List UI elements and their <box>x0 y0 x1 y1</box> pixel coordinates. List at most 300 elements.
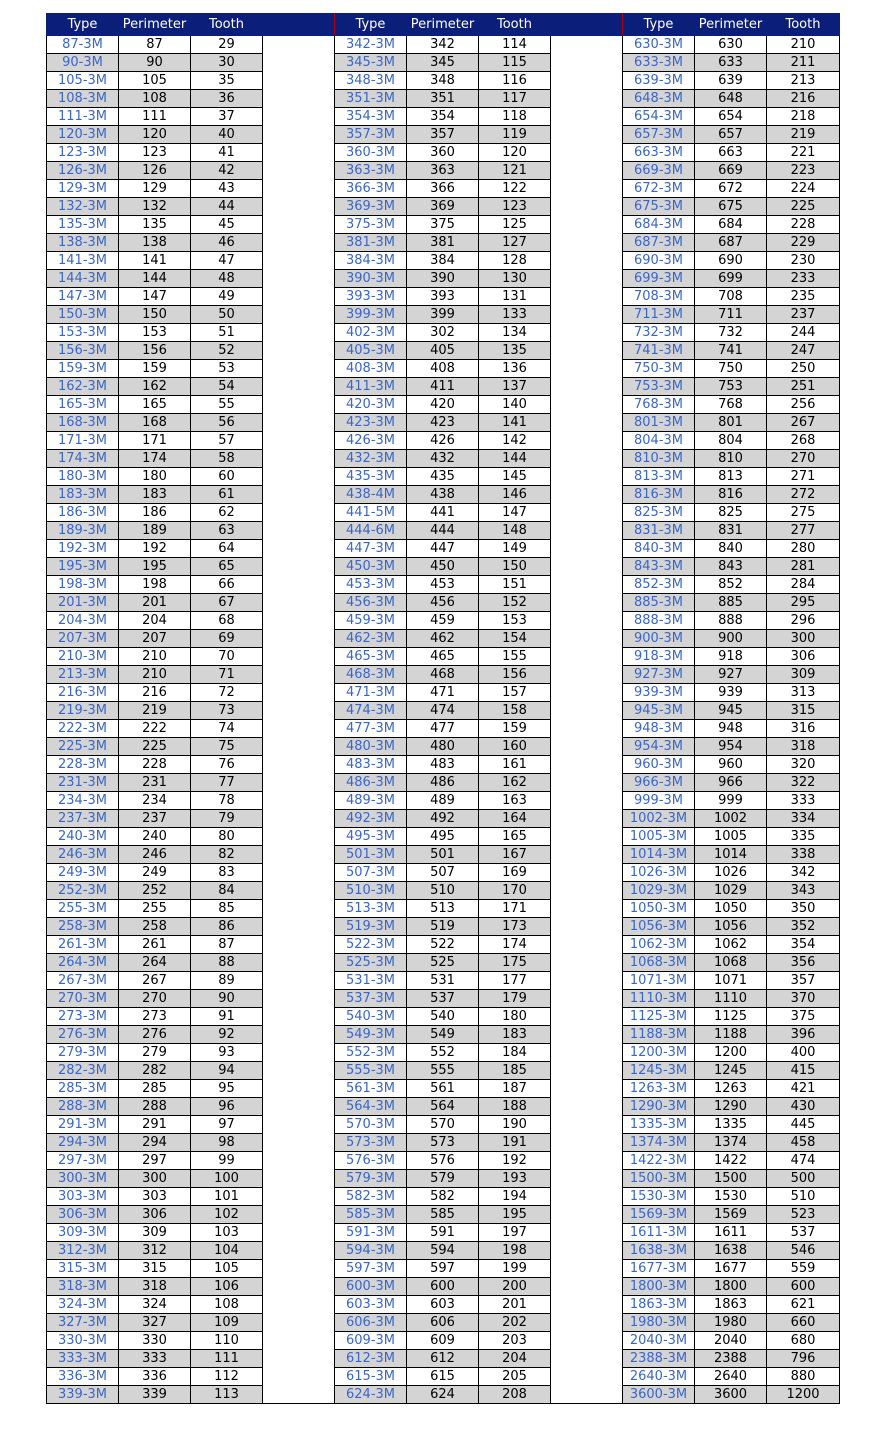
type-cell: 141-3M <box>47 252 119 270</box>
type-cell: 453-3M <box>335 576 407 594</box>
perimeter-cell: 564 <box>407 1098 479 1116</box>
tooth-cell: 233 <box>767 270 840 288</box>
perimeter-cell: 318 <box>119 1278 191 1296</box>
perimeter-cell: 411 <box>407 378 479 396</box>
type-cell: 483-3M <box>335 756 407 774</box>
tooth-cell: 621 <box>767 1296 840 1314</box>
tooth-cell: 98 <box>191 1134 263 1152</box>
tooth-cell: 115 <box>479 54 551 72</box>
column-spacer <box>263 1242 335 1260</box>
tooth-cell: 237 <box>767 306 840 324</box>
type-cell: 768-3M <box>623 396 695 414</box>
column-spacer <box>551 684 623 702</box>
perimeter-cell: 1863 <box>695 1296 767 1314</box>
tooth-cell: 65 <box>191 558 263 576</box>
perimeter-cell: 468 <box>407 666 479 684</box>
column-spacer <box>263 954 335 972</box>
type-cell: 672-3M <box>623 180 695 198</box>
type-cell: 624-3M <box>335 1386 407 1404</box>
tooth-cell: 203 <box>479 1332 551 1350</box>
perimeter-cell: 336 <box>119 1368 191 1386</box>
perimeter-cell: 1026 <box>695 864 767 882</box>
type-cell: 2640-3M <box>623 1368 695 1386</box>
tooth-cell: 83 <box>191 864 263 882</box>
tooth-cell: 218 <box>767 108 840 126</box>
tooth-cell: 510 <box>767 1188 840 1206</box>
tooth-cell: 156 <box>479 666 551 684</box>
type-cell: 939-3M <box>623 684 695 702</box>
perimeter-cell: 393 <box>407 288 479 306</box>
type-cell: 447-3M <box>335 540 407 558</box>
column-spacer <box>551 846 623 864</box>
column-spacer <box>263 882 335 900</box>
column-spacer <box>263 1080 335 1098</box>
column-spacer <box>263 864 335 882</box>
column-spacer <box>551 612 623 630</box>
perimeter-cell: 267 <box>119 972 191 990</box>
type-cell: 159-3M <box>47 360 119 378</box>
column-spacer <box>551 450 623 468</box>
tooth-cell: 175 <box>479 954 551 972</box>
type-cell: 1677-3M <box>623 1260 695 1278</box>
type-cell: 264-3M <box>47 954 119 972</box>
column-spacer <box>263 540 335 558</box>
table-row <box>47 666 840 684</box>
tooth-cell: 430 <box>767 1098 840 1116</box>
perimeter-cell: 900 <box>695 630 767 648</box>
table-row <box>47 450 840 468</box>
column-spacer <box>263 234 335 252</box>
column-spacer <box>551 1116 623 1134</box>
table-row <box>47 72 840 90</box>
tooth-cell: 225 <box>767 198 840 216</box>
tooth-cell: 281 <box>767 558 840 576</box>
type-cell: 318-3M <box>47 1278 119 1296</box>
perimeter-cell: 231 <box>119 774 191 792</box>
type-cell: 189-3M <box>47 522 119 540</box>
column-spacer <box>551 882 623 900</box>
table-row <box>47 396 840 414</box>
column-spacer <box>263 414 335 432</box>
perimeter-cell: 852 <box>695 576 767 594</box>
perimeter-cell: 255 <box>119 900 191 918</box>
table-row <box>47 630 840 648</box>
tooth-cell: 309 <box>767 666 840 684</box>
perimeter-cell: 1569 <box>695 1206 767 1224</box>
column-spacer <box>263 846 335 864</box>
perimeter-cell: 348 <box>407 72 479 90</box>
tooth-cell: 202 <box>479 1314 551 1332</box>
perimeter-cell: 501 <box>407 846 479 864</box>
type-cell: 357-3M <box>335 126 407 144</box>
type-cell: 225-3M <box>47 738 119 756</box>
tooth-cell: 335 <box>767 828 840 846</box>
type-cell: 375-3M <box>335 216 407 234</box>
perimeter-cell: 126 <box>119 162 191 180</box>
type-cell: 603-3M <box>335 1296 407 1314</box>
column-spacer <box>263 918 335 936</box>
type-cell: 426-3M <box>335 432 407 450</box>
tooth-cell: 150 <box>479 558 551 576</box>
column-spacer <box>263 1296 335 1314</box>
column-spacer <box>551 126 623 144</box>
column-spacer <box>551 792 623 810</box>
type-cell: 471-3M <box>335 684 407 702</box>
perimeter-cell: 513 <box>407 900 479 918</box>
perimeter-cell: 954 <box>695 738 767 756</box>
tooth-cell: 169 <box>479 864 551 882</box>
type-cell: 852-3M <box>623 576 695 594</box>
type-cell: 342-3M <box>335 36 407 54</box>
column-spacer <box>551 288 623 306</box>
perimeter-cell: 495 <box>407 828 479 846</box>
table-row <box>47 1242 840 1260</box>
column-spacer <box>551 720 623 738</box>
tooth-cell: 174 <box>479 936 551 954</box>
tooth-cell: 99 <box>191 1152 263 1170</box>
tooth-cell: 119 <box>479 126 551 144</box>
table-row <box>47 954 840 972</box>
table-row <box>47 414 840 432</box>
type-cell: 108-3M <box>47 90 119 108</box>
tooth-cell: 140 <box>479 396 551 414</box>
perimeter-cell: 105 <box>119 72 191 90</box>
type-cell: 207-3M <box>47 630 119 648</box>
column-spacer <box>551 486 623 504</box>
column-spacer <box>551 90 623 108</box>
perimeter-cell: 573 <box>407 1134 479 1152</box>
tooth-cell: 120 <box>479 144 551 162</box>
type-cell: 1611-3M <box>623 1224 695 1242</box>
table-row <box>47 918 840 936</box>
type-cell: 213-3M <box>47 666 119 684</box>
tooth-cell: 49 <box>191 288 263 306</box>
type-cell: 501-3M <box>335 846 407 864</box>
type-cell: 564-3M <box>335 1098 407 1116</box>
column-spacer <box>263 1170 335 1188</box>
tooth-cell: 122 <box>479 180 551 198</box>
table-row <box>47 612 840 630</box>
perimeter-cell: 456 <box>407 594 479 612</box>
table-row <box>47 648 840 666</box>
perimeter-cell: 813 <box>695 468 767 486</box>
column-spacer <box>551 936 623 954</box>
table-row <box>47 288 840 306</box>
type-cell: 438-4M <box>335 486 407 504</box>
tooth-cell: 125 <box>479 216 551 234</box>
type-cell: 654-3M <box>623 108 695 126</box>
type-cell: 309-3M <box>47 1224 119 1242</box>
type-cell: 804-3M <box>623 432 695 450</box>
column-spacer <box>551 972 623 990</box>
tooth-cell: 147 <box>479 504 551 522</box>
tooth-cell: 171 <box>479 900 551 918</box>
type-cell: 945-3M <box>623 702 695 720</box>
perimeter-cell: 576 <box>407 1152 479 1170</box>
column-spacer <box>551 666 623 684</box>
column-spacer <box>263 378 335 396</box>
type-cell: 732-3M <box>623 324 695 342</box>
perimeter-cell: 753 <box>695 378 767 396</box>
table-row <box>47 486 840 504</box>
tooth-cell: 56 <box>191 414 263 432</box>
column-spacer <box>263 432 335 450</box>
perimeter-cell: 699 <box>695 270 767 288</box>
perimeter-cell: 522 <box>407 936 479 954</box>
type-cell: 750-3M <box>623 360 695 378</box>
type-cell: 549-3M <box>335 1026 407 1044</box>
tooth-cell: 213 <box>767 72 840 90</box>
perimeter-cell: 237 <box>119 810 191 828</box>
perimeter-cell: 159 <box>119 360 191 378</box>
table-row <box>47 1044 840 1062</box>
tooth-cell: 322 <box>767 774 840 792</box>
table-row <box>47 1134 840 1152</box>
type-cell: 339-3M <box>47 1386 119 1404</box>
tooth-cell: 58 <box>191 450 263 468</box>
tooth-cell: 72 <box>191 684 263 702</box>
type-cell: 408-3M <box>335 360 407 378</box>
perimeter-cell: 663 <box>695 144 767 162</box>
type-cell: 267-3M <box>47 972 119 990</box>
perimeter-cell: 309 <box>119 1224 191 1242</box>
type-cell: 594-3M <box>335 1242 407 1260</box>
column-spacer <box>551 198 623 216</box>
type-cell: 462-3M <box>335 630 407 648</box>
column-spacer <box>551 54 623 72</box>
tooth-cell: 141 <box>479 414 551 432</box>
table-row <box>47 252 840 270</box>
table-row <box>47 306 840 324</box>
column-spacer <box>551 216 623 234</box>
type-cell: 405-3M <box>335 342 407 360</box>
table-row <box>47 1008 840 1026</box>
type-cell: 753-3M <box>623 378 695 396</box>
column-spacer <box>263 1224 335 1242</box>
type-cell: 1110-3M <box>623 990 695 1008</box>
column-spacer <box>551 324 623 342</box>
tooth-cell: 600 <box>767 1278 840 1296</box>
tooth-cell: 37 <box>191 108 263 126</box>
type-cell: 1188-3M <box>623 1026 695 1044</box>
type-cell: 612-3M <box>335 1350 407 1368</box>
tooth-cell: 77 <box>191 774 263 792</box>
perimeter-cell: 1056 <box>695 918 767 936</box>
perimeter-cell: 675 <box>695 198 767 216</box>
perimeter-cell: 1245 <box>695 1062 767 1080</box>
perimeter-cell: 582 <box>407 1188 479 1206</box>
perimeter-cell: 843 <box>695 558 767 576</box>
column-spacer <box>263 324 335 342</box>
type-cell: 210-3M <box>47 648 119 666</box>
table-row <box>47 828 840 846</box>
tooth-cell: 523 <box>767 1206 840 1224</box>
tooth-cell: 188 <box>479 1098 551 1116</box>
type-cell: 1125-3M <box>623 1008 695 1026</box>
perimeter-cell: 585 <box>407 1206 479 1224</box>
header-perimeter: Perimeter <box>695 14 767 36</box>
tooth-cell: 92 <box>191 1026 263 1044</box>
tooth-cell: 68 <box>191 612 263 630</box>
tooth-cell: 158 <box>479 702 551 720</box>
perimeter-cell: 270 <box>119 990 191 1008</box>
perimeter-cell: 552 <box>407 1044 479 1062</box>
type-cell: 675-3M <box>623 198 695 216</box>
table-row <box>47 1116 840 1134</box>
tooth-cell: 204 <box>479 1350 551 1368</box>
column-spacer <box>263 144 335 162</box>
type-cell: 258-3M <box>47 918 119 936</box>
table-row <box>47 234 840 252</box>
column-spacer <box>551 468 623 486</box>
column-spacer <box>551 1386 623 1404</box>
perimeter-cell: 195 <box>119 558 191 576</box>
table-row <box>47 432 840 450</box>
type-cell: 279-3M <box>47 1044 119 1062</box>
type-cell: 816-3M <box>623 486 695 504</box>
tooth-cell: 113 <box>191 1386 263 1404</box>
tooth-cell: 198 <box>479 1242 551 1260</box>
column-spacer <box>263 684 335 702</box>
table-row <box>47 1260 840 1278</box>
column-spacer <box>263 54 335 72</box>
type-cell: 633-3M <box>623 54 695 72</box>
table-row <box>47 1368 840 1386</box>
tooth-cell: 296 <box>767 612 840 630</box>
tooth-cell: 144 <box>479 450 551 468</box>
type-cell: 609-3M <box>335 1332 407 1350</box>
type-cell: 1530-3M <box>623 1188 695 1206</box>
perimeter-cell: 288 <box>119 1098 191 1116</box>
perimeter-cell: 1110 <box>695 990 767 1008</box>
perimeter-cell: 453 <box>407 576 479 594</box>
tooth-cell: 187 <box>479 1080 551 1098</box>
tooth-cell: 44 <box>191 198 263 216</box>
perimeter-cell: 408 <box>407 360 479 378</box>
perimeter-cell: 1002 <box>695 810 767 828</box>
type-cell: 219-3M <box>47 702 119 720</box>
type-cell: 576-3M <box>335 1152 407 1170</box>
tooth-cell: 121 <box>479 162 551 180</box>
table-row <box>47 576 840 594</box>
type-cell: 663-3M <box>623 144 695 162</box>
table-row <box>47 936 840 954</box>
tooth-cell: 350 <box>767 900 840 918</box>
perimeter-cell: 384 <box>407 252 479 270</box>
tooth-cell: 73 <box>191 702 263 720</box>
type-cell: 474-3M <box>335 702 407 720</box>
perimeter-cell: 471 <box>407 684 479 702</box>
tooth-cell: 165 <box>479 828 551 846</box>
column-spacer <box>263 1098 335 1116</box>
tooth-cell: 97 <box>191 1116 263 1134</box>
type-cell: 129-3M <box>47 180 119 198</box>
column-spacer <box>263 90 335 108</box>
perimeter-cell: 111 <box>119 108 191 126</box>
perimeter-cell: 285 <box>119 1080 191 1098</box>
perimeter-cell: 687 <box>695 234 767 252</box>
column-spacer <box>263 162 335 180</box>
type-cell: 1335-3M <box>623 1116 695 1134</box>
type-cell: 441-5M <box>335 504 407 522</box>
tooth-cell: 537 <box>767 1224 840 1242</box>
type-cell: 1026-3M <box>623 864 695 882</box>
column-spacer <box>263 720 335 738</box>
perimeter-cell: 537 <box>407 990 479 1008</box>
tooth-cell: 61 <box>191 486 263 504</box>
type-cell: 450-3M <box>335 558 407 576</box>
table-row <box>47 540 840 558</box>
tooth-cell: 152 <box>479 594 551 612</box>
table-body <box>47 36 840 1404</box>
tooth-cell: 62 <box>191 504 263 522</box>
tooth-cell: 162 <box>479 774 551 792</box>
column-spacer <box>551 1098 623 1116</box>
perimeter-cell: 888 <box>695 612 767 630</box>
perimeter-cell: 312 <box>119 1242 191 1260</box>
type-cell: 288-3M <box>47 1098 119 1116</box>
type-cell: 201-3M <box>47 594 119 612</box>
header-type: Type <box>623 14 695 36</box>
tooth-cell: 74 <box>191 720 263 738</box>
perimeter-cell: 606 <box>407 1314 479 1332</box>
header-tooth: Tooth <box>479 14 551 36</box>
type-cell: 156-3M <box>47 342 119 360</box>
perimeter-cell: 438 <box>407 486 479 504</box>
perimeter-cell: 210 <box>119 648 191 666</box>
tooth-cell: 221 <box>767 144 840 162</box>
perimeter-cell: 801 <box>695 414 767 432</box>
type-cell: 570-3M <box>335 1116 407 1134</box>
column-spacer <box>263 360 335 378</box>
header-perimeter: Perimeter <box>119 14 191 36</box>
type-cell: 228-3M <box>47 756 119 774</box>
perimeter-cell: 492 <box>407 810 479 828</box>
type-cell: 303-3M <box>47 1188 119 1206</box>
type-cell: 1200-3M <box>623 1044 695 1062</box>
tooth-cell: 41 <box>191 144 263 162</box>
type-cell: 552-3M <box>335 1044 407 1062</box>
type-cell: 390-3M <box>335 270 407 288</box>
tooth-cell: 48 <box>191 270 263 288</box>
perimeter-cell: 302 <box>407 324 479 342</box>
type-cell: 507-3M <box>335 864 407 882</box>
perimeter-cell: 579 <box>407 1170 479 1188</box>
perimeter-cell: 597 <box>407 1260 479 1278</box>
type-cell: 294-3M <box>47 1134 119 1152</box>
tooth-cell: 161 <box>479 756 551 774</box>
perimeter-cell: 939 <box>695 684 767 702</box>
type-cell: 687-3M <box>623 234 695 252</box>
tooth-cell: 284 <box>767 576 840 594</box>
perimeter-cell: 219 <box>119 702 191 720</box>
type-cell: 810-3M <box>623 450 695 468</box>
perimeter-cell: 450 <box>407 558 479 576</box>
type-cell: 525-3M <box>335 954 407 972</box>
column-spacer <box>551 918 623 936</box>
tooth-cell: 275 <box>767 504 840 522</box>
perimeter-cell: 831 <box>695 522 767 540</box>
tooth-cell: 157 <box>479 684 551 702</box>
tooth-cell: 127 <box>479 234 551 252</box>
column-spacer <box>263 1044 335 1062</box>
header-type: Type <box>335 14 407 36</box>
type-cell: 165-3M <box>47 396 119 414</box>
table-row <box>47 36 840 54</box>
perimeter-cell: 630 <box>695 36 767 54</box>
table-row <box>47 522 840 540</box>
type-cell: 582-3M <box>335 1188 407 1206</box>
